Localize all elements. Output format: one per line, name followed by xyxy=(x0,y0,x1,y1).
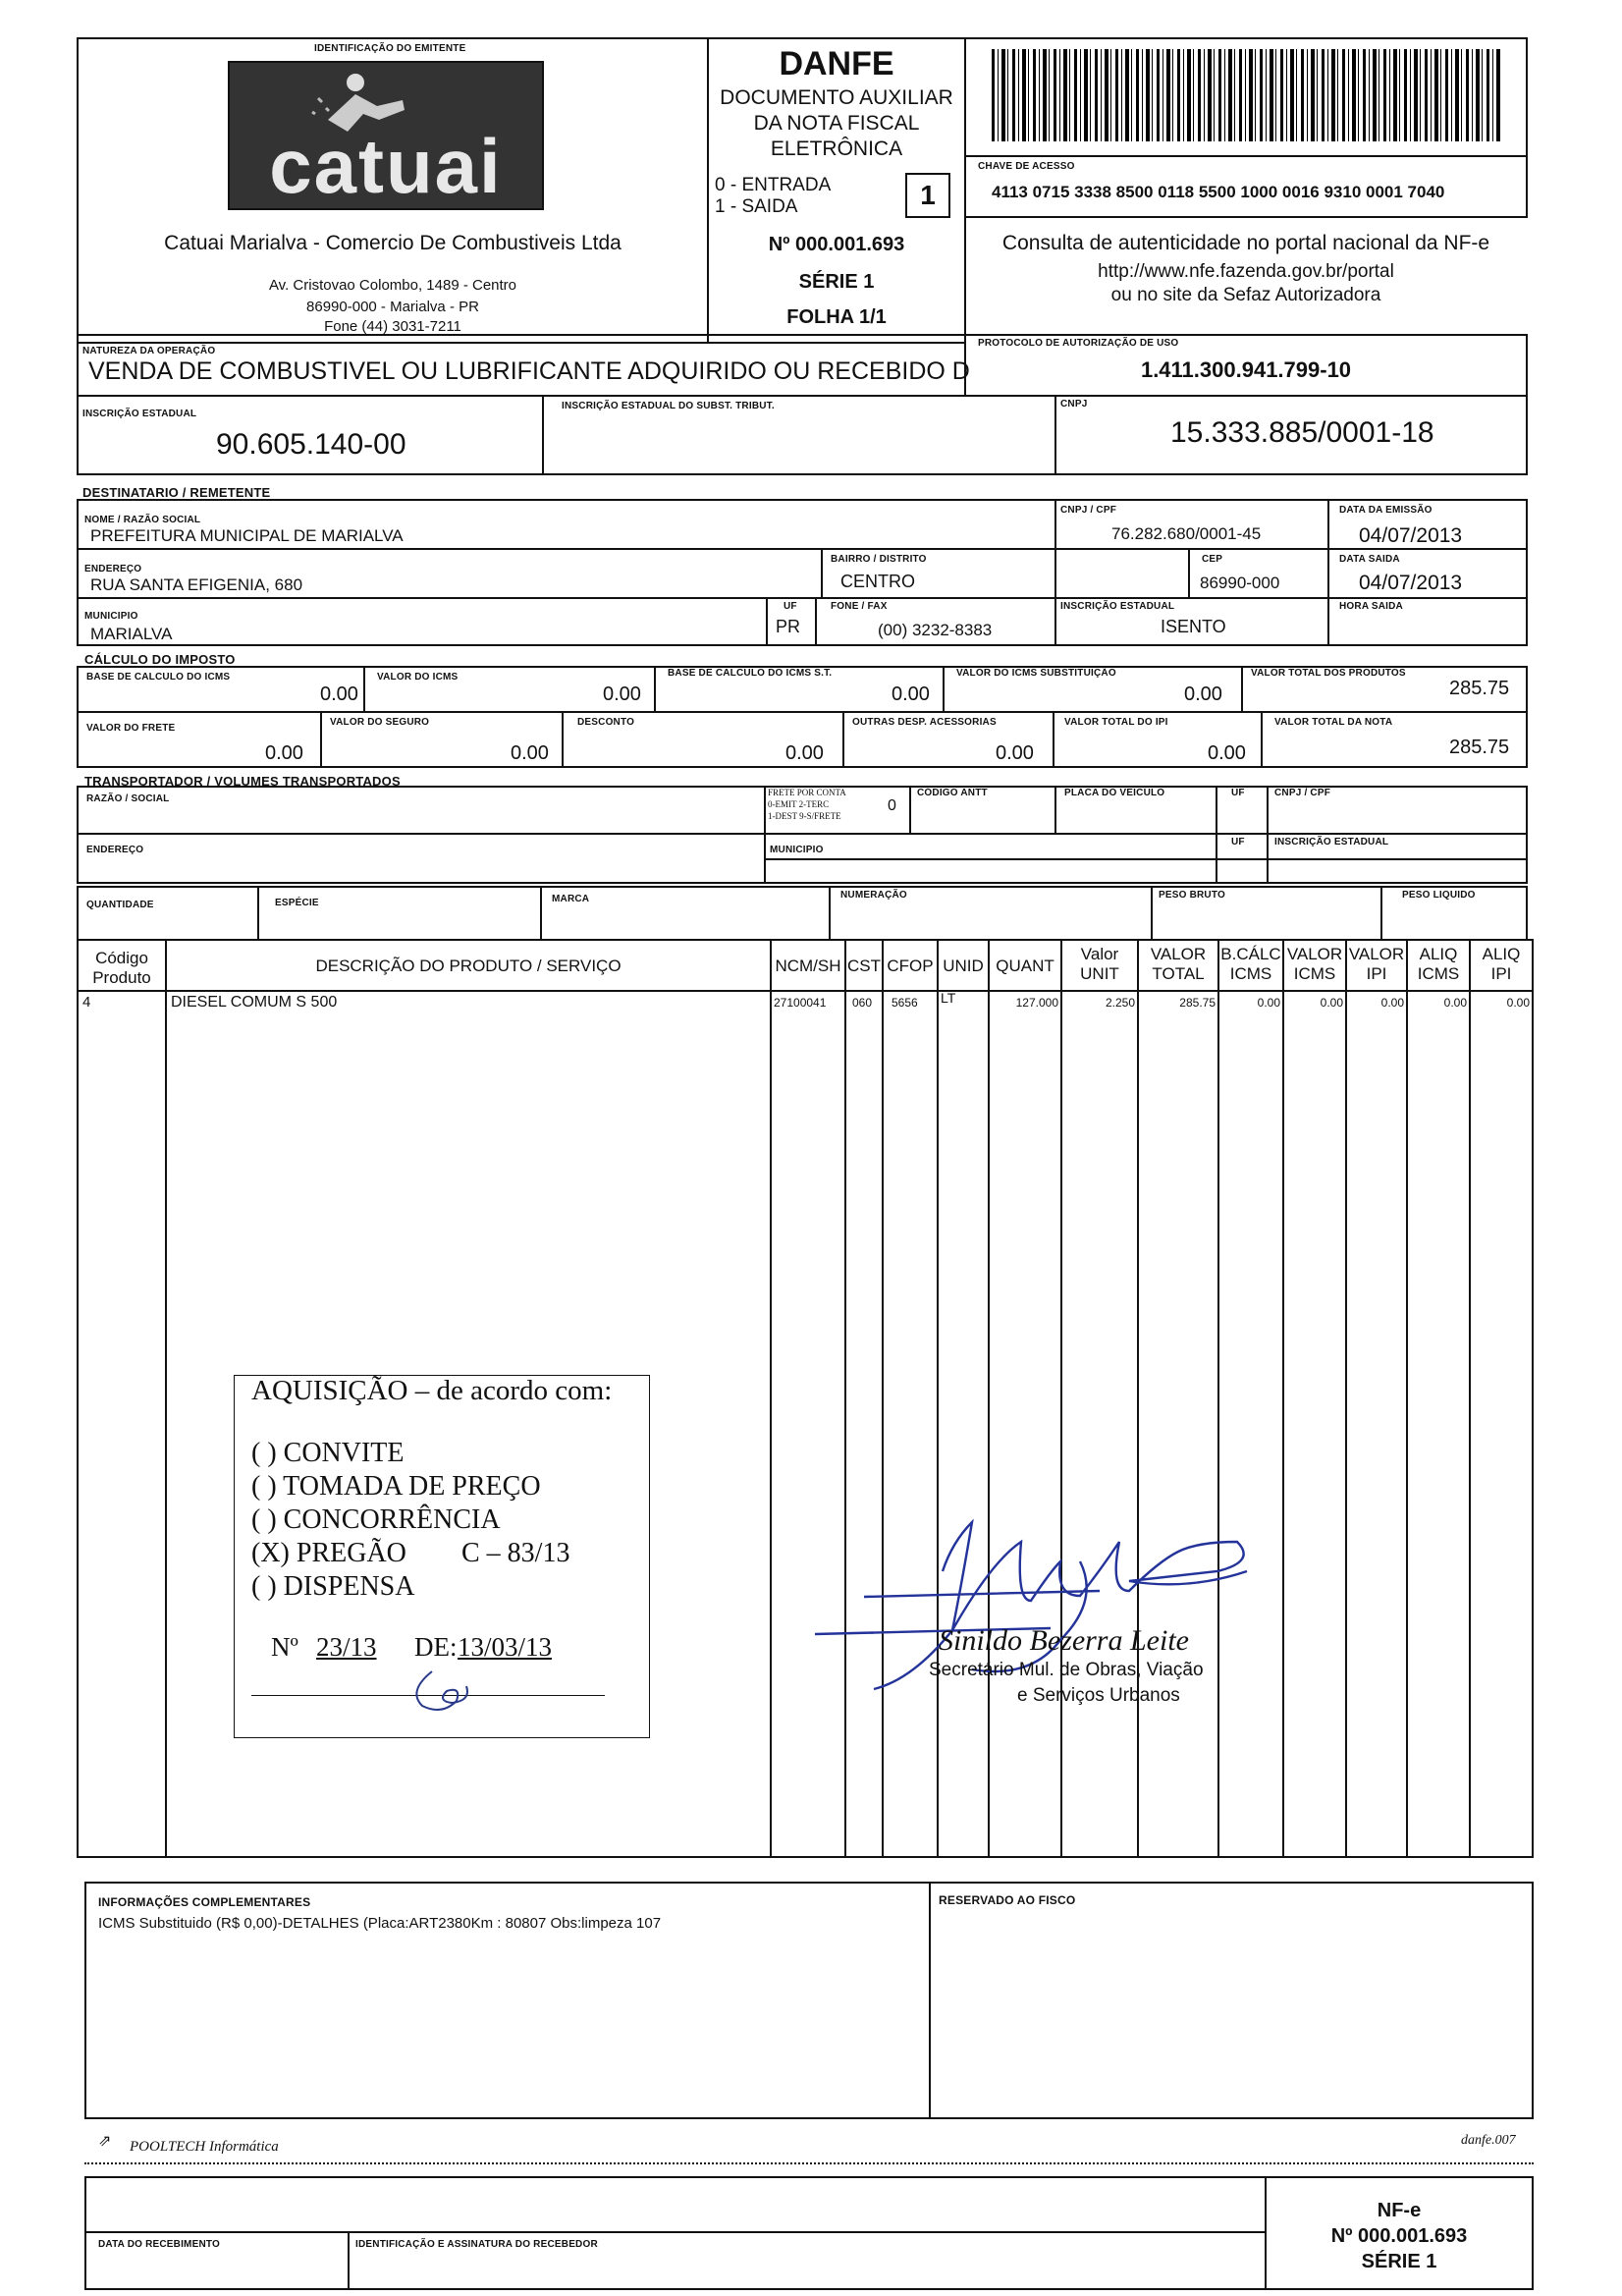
divider xyxy=(1282,939,1284,1858)
row-aicms: 0.00 xyxy=(1443,996,1467,1010)
tipo-value: 1 xyxy=(920,180,936,210)
tipo-box xyxy=(905,173,950,218)
divider xyxy=(77,548,1528,550)
col-vipi-2: IPI xyxy=(1366,964,1387,983)
imposto-section: CÁLCULO DO IMPOSTO xyxy=(84,652,236,667)
divider xyxy=(1380,886,1382,941)
stamp-de: 13/03/13 xyxy=(458,1632,553,1662)
dest-endereco-label: ENDEREÇO xyxy=(84,564,142,574)
volumes-box xyxy=(77,886,1528,941)
dest-nome-label: NOME / RAZÃO SOCIAL xyxy=(84,515,201,525)
company-logo xyxy=(228,61,544,210)
base-icms-label: BASE DE CALCULO DO ICMS xyxy=(86,672,231,683)
chave-value: 4113 0715 3338 8500 0118 5500 1000 0016 9310 0001 7040 xyxy=(992,183,1445,201)
row-descricao: DIESEL COMUM S 500 xyxy=(171,994,338,1011)
divider xyxy=(943,666,945,711)
valor-icms: 0.00 xyxy=(603,683,641,705)
col-aipi-2: IPI xyxy=(1490,964,1512,983)
emitente-address1: Av. Cristovao Colombo, 1489 - Centro xyxy=(268,277,517,294)
divider xyxy=(165,939,167,1858)
row-vtotal: 285.75 xyxy=(1179,996,1216,1010)
stamp-pregao-num: C – 83/13 xyxy=(461,1538,570,1568)
frete-conta-1: FRETE POR CONTA xyxy=(768,788,846,797)
divider xyxy=(770,939,772,1858)
consulta-line-3: ou no site da Sefaz Autorizadora xyxy=(1110,285,1381,305)
emissao-label: DATA DA EMISSÃO xyxy=(1339,505,1433,516)
consulta-line-2: http://www.nfe.fazenda.gov.br/portal xyxy=(1098,261,1394,282)
divider xyxy=(1060,939,1062,1858)
divider xyxy=(766,597,768,646)
valor-icms-label: VALOR DO ICMS xyxy=(377,672,459,683)
entrada-label: 0 - ENTRADA xyxy=(715,175,832,195)
emitente-name: Catuai Marialva - Comercio De Combustiveis Ltda xyxy=(164,232,622,254)
col-vtotal-2: TOTAL xyxy=(1152,964,1205,983)
danfe-subtitle-3: ELETRÔNICA xyxy=(770,137,903,160)
col-vtotal-1: VALOR xyxy=(1150,945,1207,963)
natureza-value: VENDA DE COMBUSTIVEL OU LUBRIFICANTE ADQUIRIDO OU RECEBIDO D xyxy=(88,357,970,385)
col-codigo-1: Código xyxy=(95,949,148,967)
col-aicms-2: ICMS xyxy=(1417,964,1460,983)
divider xyxy=(882,939,884,1858)
divider xyxy=(1406,939,1408,1858)
danfe-subtitle-2: DA NOTA FISCAL xyxy=(753,112,920,135)
divider xyxy=(1054,786,1056,833)
dest-cnpj: 76.282.680/0001-45 xyxy=(1111,524,1262,543)
divider xyxy=(988,939,990,1858)
stamp-tomada: ( ) TOMADA DE PREÇO xyxy=(251,1471,541,1502)
divider xyxy=(1345,939,1347,1858)
protocolo-value: 1.411.300.941.799-10 xyxy=(1140,357,1352,382)
table-header-divider xyxy=(77,990,1534,992)
divider xyxy=(257,886,259,941)
cep-label: CEP xyxy=(1202,554,1223,565)
ipi-value: 0.00 xyxy=(1208,742,1246,764)
base-st-label: BASE DE CALCULO DO ICMS S.T. xyxy=(668,668,833,679)
row-cfop: 5656 xyxy=(892,996,918,1010)
danfe-subtitle-1: DOCUMENTO AUXILIAR xyxy=(720,86,953,109)
divider xyxy=(1137,939,1139,1858)
nfe-serie: SÉRIE 1 xyxy=(1361,2251,1437,2272)
seguro-label: VALOR DO SEGURO xyxy=(330,717,430,728)
fone-value: (00) 3232-8383 xyxy=(878,621,993,639)
natureza-label: NATUREZA DA OPERAÇÃO xyxy=(82,346,216,356)
danfe-folha: FOLHA 1/1 xyxy=(786,306,887,328)
divider xyxy=(320,711,322,768)
emitente-phone: Fone (44) 3031-7211 xyxy=(324,318,461,335)
frete-label: VALOR DO FRETE xyxy=(86,723,176,734)
divider xyxy=(542,395,544,475)
emitente-cnpj-value: 15.333.885/0001-18 xyxy=(1170,416,1434,449)
numeracao-label: NUMERAÇÃO xyxy=(840,890,907,901)
info-text: ICMS Substituido (R$ 0,00)-DETALHES (Placa:ART2380Km : 80807 Obs:limpeza 107 xyxy=(98,1915,662,1932)
total-nota-label: VALOR TOTAL DA NOTA xyxy=(1274,717,1393,728)
ie-value: 90.605.140-00 xyxy=(216,428,406,461)
consulta-line-1: Consulta de autenticidade no portal nacional da NF-e xyxy=(1001,232,1490,254)
col-codigo-2: Produto xyxy=(92,968,151,987)
divider xyxy=(815,597,817,646)
col-ncm: NCM/SH xyxy=(775,957,841,975)
stamp-de-label: DE: xyxy=(414,1632,458,1662)
transp-ie-label: INSCRIÇÃO ESTADUAL xyxy=(1274,837,1389,847)
divider xyxy=(829,886,831,941)
divider xyxy=(909,786,911,833)
especie-label: ESPÉCIE xyxy=(275,898,319,908)
cut-line xyxy=(84,2162,1534,2164)
divider xyxy=(937,939,939,1858)
peso-bruto-label: PESO BRUTO xyxy=(1159,890,1225,901)
transportador-section: TRANSPORTADOR / VOLUMES TRANSPORTADOS xyxy=(84,774,401,789)
col-bcicms-1: B.CÁLC xyxy=(1220,945,1281,963)
transp-razao-label: RAZÃO / SOCIAL xyxy=(86,793,170,804)
fisco-label: RESERVADO AO FISCO xyxy=(939,1893,1076,1907)
col-vicms-1: VALOR xyxy=(1286,945,1343,963)
col-unid: UNID xyxy=(943,957,984,975)
row-bcicms: 0.00 xyxy=(1257,996,1280,1010)
divider xyxy=(1217,939,1219,1858)
col-bcicms-2: ICMS xyxy=(1229,964,1272,983)
dest-nome: PREFEITURA MUNICIPAL DE MARIALVA xyxy=(90,526,404,545)
antt-label: CÓDIGO ANTT xyxy=(917,788,988,798)
hora-saida-label: HORA SAIDA xyxy=(1339,601,1403,612)
dest-endereco: RUA SANTA EFIGENIA, 680 xyxy=(90,575,303,594)
chave-label: CHAVE DE ACESSO xyxy=(978,161,1075,172)
divider xyxy=(562,711,564,768)
stamp-pregao: (X) PREGÃO xyxy=(251,1538,406,1568)
frete-conta-value: 0 xyxy=(888,797,896,814)
logo-text: catuai xyxy=(269,123,503,209)
dest-cnpj-label: CNPJ / CPF xyxy=(1060,505,1117,516)
divider xyxy=(1054,499,1056,646)
emitente-section-label: IDENTIFICAÇÃO DO EMITENTE xyxy=(314,43,466,54)
row-aipi: 0.00 xyxy=(1506,996,1530,1010)
frete-conta-2: 0-EMIT 2-TERC xyxy=(768,799,830,809)
col-quant: QUANT xyxy=(996,957,1054,975)
divider xyxy=(1216,786,1217,884)
signature-role-1: Secretário Mul. de Obras, Viação xyxy=(929,1660,1204,1680)
divider xyxy=(764,858,1528,860)
desconto-label: DESCONTO xyxy=(577,717,635,728)
desconto-value: 0.00 xyxy=(785,742,824,764)
col-vicms-2: ICMS xyxy=(1293,964,1336,983)
divider xyxy=(348,2231,350,2290)
emitente-cnpj-label: CNPJ xyxy=(1060,399,1088,410)
ipi-label: VALOR TOTAL DO IPI xyxy=(1064,717,1168,728)
destinatario-box xyxy=(77,499,1528,646)
divider xyxy=(1054,395,1056,475)
dest-municipio: MARIALVA xyxy=(90,625,173,643)
valor-st-label: VALOR DO ICMS SUBSTITUIÇÃO xyxy=(956,668,1116,679)
danfe-title: DANFE xyxy=(779,45,894,82)
ie-subst-label: INSCRIÇÃO ESTADUAL DO SUBST. TRIBUT. xyxy=(562,401,775,411)
data-recebimento-label: DATA DO RECEBIMENTO xyxy=(98,2239,220,2250)
emitente-address2: 86990-000 - Marialva - PR xyxy=(306,299,479,315)
row-cst: 060 xyxy=(852,996,873,1010)
total-nota: 285.75 xyxy=(1449,737,1510,758)
stamp-title: AQUISIÇÃO – de acordo com: xyxy=(251,1375,613,1406)
divider xyxy=(1241,666,1243,711)
signature-name: Sinildo Bezerra Leite xyxy=(939,1624,1189,1657)
danfe-numero: Nº 000.001.693 xyxy=(768,234,905,255)
destinatario-section: DESTINATARIO / REMETENTE xyxy=(82,485,271,500)
frete-conta-3: 1-DEST 9-S/FRETE xyxy=(768,811,841,821)
stamp-num-label: Nº xyxy=(271,1632,298,1662)
divider xyxy=(929,1882,931,2119)
divider xyxy=(1188,548,1190,597)
divider xyxy=(1151,886,1153,941)
divider xyxy=(842,711,844,768)
valor-st: 0.00 xyxy=(1184,683,1222,705)
col-cst: CST xyxy=(847,957,881,975)
divider xyxy=(1327,499,1329,646)
seguro-value: 0.00 xyxy=(511,742,549,764)
peso-liquido-label: PESO LIQUIDO xyxy=(1402,890,1476,901)
qtd-label: QUANTIDADE xyxy=(86,900,154,910)
dest-ie-label: INSCRIÇÃO ESTADUAL xyxy=(1060,601,1175,612)
divider xyxy=(844,939,846,1858)
stamp-dispensa: ( ) DISPENSA xyxy=(251,1571,415,1602)
outras-value: 0.00 xyxy=(996,742,1034,764)
col-cfop: CFOP xyxy=(887,957,934,975)
stamp-num: 23/13 xyxy=(316,1632,377,1662)
ident-recebedor-label: IDENTIFICAÇÃO E ASSINATURA DO RECEBEDOR xyxy=(355,2239,598,2250)
divider xyxy=(1469,939,1471,1858)
outras-label: OUTRAS DESP. ACESSORIAS xyxy=(852,717,997,728)
transp-uf-label: UF xyxy=(1231,788,1245,798)
dest-municipio-label: MUNICIPIO xyxy=(84,611,138,622)
col-descricao: DESCRIÇÃO DO PRODUTO / SERVIÇO xyxy=(315,957,622,975)
protocolo-label: PROTOCOLO DE AUTORIZAÇÃO DE USO xyxy=(978,338,1179,349)
row-vunit: 2.250 xyxy=(1105,996,1135,1010)
emissao-value: 04/07/2013 xyxy=(1359,524,1463,547)
divider xyxy=(77,597,1528,599)
col-vunit-1: Valor xyxy=(1080,945,1119,963)
divider xyxy=(1053,711,1054,768)
total-prod: 285.75 xyxy=(1449,678,1510,699)
barcode xyxy=(992,49,1500,141)
row-codigo: 4 xyxy=(82,994,91,1011)
row-vipi: 0.00 xyxy=(1380,996,1404,1010)
dest-ie: ISENTO xyxy=(1161,617,1226,636)
dest-uf-label: UF xyxy=(784,601,797,612)
fone-label: FONE / FAX xyxy=(831,601,888,612)
stamp-concorrencia: ( ) CONCORRÊNCIA xyxy=(251,1504,501,1535)
bairro-label: BAIRRO / DISTRITO xyxy=(831,554,927,565)
transp-uf2-label: UF xyxy=(1231,837,1245,847)
nfe-label: NF-e xyxy=(1377,2200,1422,2221)
danfe-serie: SÉRIE 1 xyxy=(798,271,875,293)
col-vunit-2: UNIT xyxy=(1080,964,1119,983)
divider xyxy=(77,711,1528,713)
transp-municipio-label: MUNICIPIO xyxy=(770,845,824,855)
placa-label: PLACA DO VEICULO xyxy=(1064,788,1165,798)
marca-label: MARCA xyxy=(552,894,590,904)
stamp-convite: ( ) CONVITE xyxy=(251,1438,405,1468)
dest-uf: PR xyxy=(776,617,801,636)
col-aipi-1: ALIQ xyxy=(1482,945,1521,963)
danfe-code: danfe.007 xyxy=(1461,2133,1516,2148)
saida-value: 04/07/2013 xyxy=(1359,572,1463,594)
divider xyxy=(540,886,542,941)
nfe-numero: Nº 000.001.693 xyxy=(1330,2225,1468,2247)
divider xyxy=(654,666,656,711)
col-aicms-1: ALIQ xyxy=(1419,945,1458,963)
base-icms: 0.00 xyxy=(320,683,358,705)
saida-label: DATA SAIDA xyxy=(1339,554,1400,565)
info-label: INFORMAÇÕES COMPLEMENTARES xyxy=(98,1895,311,1909)
bairro-value: CENTRO xyxy=(840,572,915,591)
frete-value: 0.00 xyxy=(265,742,303,764)
row-unid: LT xyxy=(941,990,956,1006)
base-st: 0.00 xyxy=(892,683,930,705)
row-ncm: 27100041 xyxy=(774,996,827,1010)
transp-cnpj-label: CNPJ / CPF xyxy=(1274,788,1331,798)
total-prod-label: VALOR TOTAL DOS PRODUTOS xyxy=(1251,668,1406,679)
saida-label: 1 - SAIDA xyxy=(715,196,798,217)
brand-name: POOLTECH Informática xyxy=(130,2139,279,2155)
divider xyxy=(363,666,365,711)
divider xyxy=(1267,786,1269,884)
divider xyxy=(764,786,766,884)
divider xyxy=(1261,711,1263,768)
row-quant: 127.000 xyxy=(1015,996,1058,1010)
divider xyxy=(821,548,823,597)
signature-role-2: e Serviços Urbanos xyxy=(1017,1685,1180,1706)
brand-icon: ⇗ xyxy=(98,2133,112,2150)
transp-endereco-label: ENDEREÇO xyxy=(86,845,144,855)
initials-scribble xyxy=(403,1662,481,1721)
row-vicms: 0.00 xyxy=(1320,996,1343,1010)
divider xyxy=(84,2231,1267,2233)
divider xyxy=(77,833,1528,835)
ie-label: INSCRIÇÃO ESTADUAL xyxy=(82,409,197,419)
cep-value: 86990-000 xyxy=(1200,574,1280,592)
col-vipi-1: VALOR xyxy=(1348,945,1405,963)
